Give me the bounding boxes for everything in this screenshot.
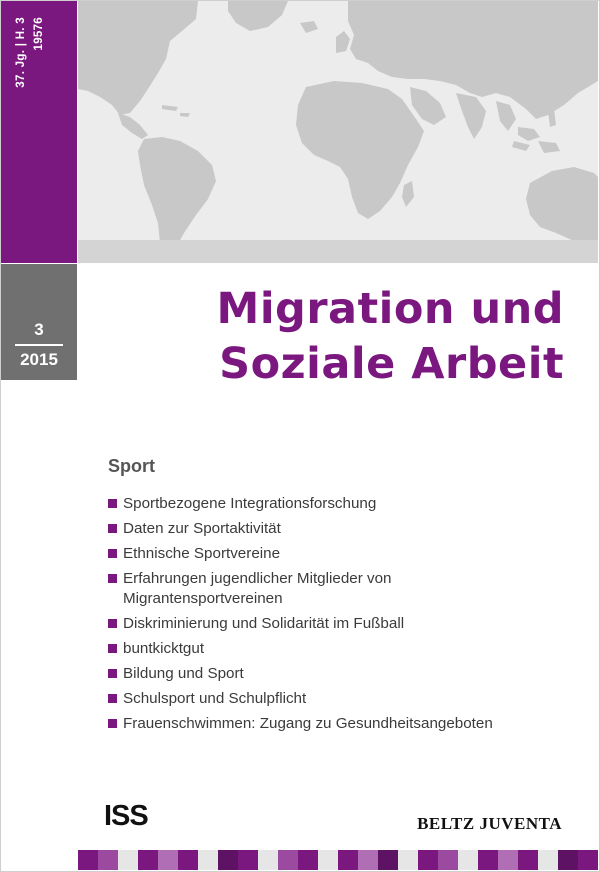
list-item: Erfahrungen jugendlicher Mitglieder von Migrantensportvereinen bbox=[108, 569, 413, 609]
list-item: Frauenschwimmen: Zugang zu Gesundheitsangeboten bbox=[108, 714, 568, 734]
bullet-square-icon bbox=[108, 524, 117, 533]
publisher-logo: BELTZ JUVENTA bbox=[417, 814, 562, 833]
bullet-square-icon bbox=[108, 499, 117, 508]
spine-text-block bbox=[9, 11, 69, 251]
journal-title-line1: Migration und bbox=[216, 284, 564, 334]
bullet-square-icon bbox=[108, 694, 117, 703]
volume-issue-label: 37. Jg. | H. 3 bbox=[15, 17, 27, 88]
topic-list bbox=[108, 494, 568, 739]
issue-box bbox=[1, 264, 77, 380]
issue-year: 2015 bbox=[20, 350, 58, 369]
issn-label: 19576 bbox=[33, 17, 45, 51]
journal-title bbox=[217, 282, 564, 392]
bullet-square-icon bbox=[108, 669, 117, 678]
list-item: Bildung und Sport bbox=[108, 664, 568, 684]
list-item: Schulsport und Schulpflicht bbox=[108, 689, 568, 709]
bullet-square-icon bbox=[108, 719, 117, 728]
list-item: Sportbezogene Integrationsforschung bbox=[108, 494, 568, 514]
world-map-graphic bbox=[78, 1, 598, 263]
journal-title-line2: Soziale Arbeit bbox=[219, 339, 564, 389]
list-item: Diskriminierung und Solidarität im Fußball bbox=[108, 614, 568, 634]
issue-divider bbox=[15, 344, 63, 346]
world-map bbox=[78, 1, 598, 263]
bullet-square-icon bbox=[108, 619, 117, 628]
iss-logo: ISS bbox=[104, 800, 148, 832]
issue-number: 3 bbox=[34, 320, 44, 339]
list-item: buntkicktgut bbox=[108, 639, 568, 659]
list-item: Ethnische Sportvereine bbox=[108, 544, 568, 564]
bullet-square-icon bbox=[108, 549, 117, 558]
spine-purple-panel bbox=[1, 1, 77, 263]
list-item: Daten zur Sportaktivität bbox=[108, 519, 568, 539]
map-bottom-band bbox=[78, 240, 598, 263]
decorative-color-bar bbox=[78, 850, 598, 870]
bullet-square-icon bbox=[108, 574, 117, 583]
bullet-square-icon bbox=[108, 644, 117, 653]
section-heading: Sport bbox=[108, 456, 155, 476]
